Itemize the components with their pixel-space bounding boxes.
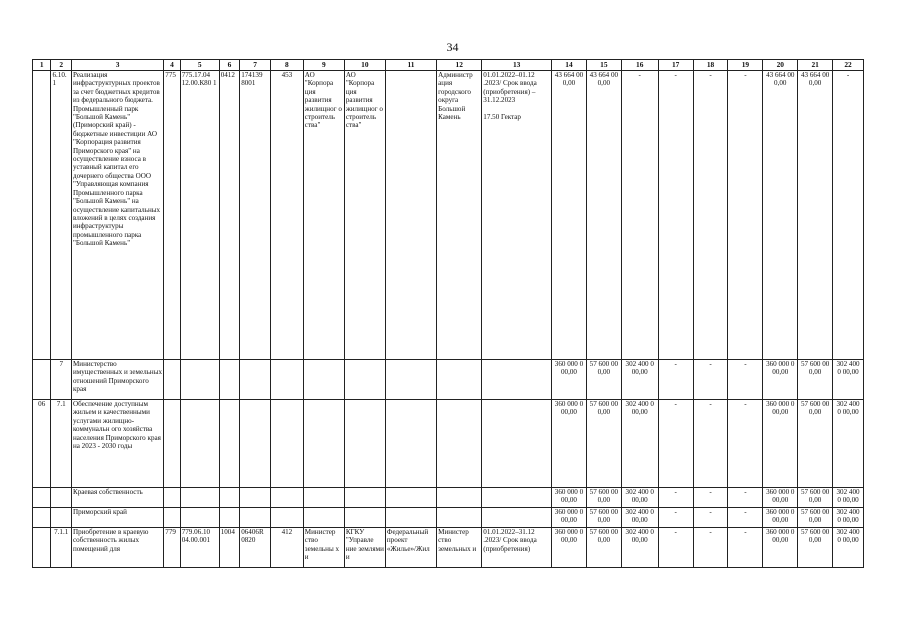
capacity-text: 17.50 Гектар bbox=[483, 112, 521, 121]
column-header: 12 bbox=[437, 60, 482, 71]
table-cell: 302 400 0 00,00 bbox=[833, 508, 864, 528]
table-row bbox=[33, 400, 864, 488]
table-cell: 7 bbox=[51, 360, 72, 400]
table-cell: 360 000 0 00,00 bbox=[552, 528, 587, 568]
table-cell: Министерство имущественных и земельных отношений Приморского края bbox=[71, 360, 163, 400]
table-cell: 06 bbox=[33, 400, 51, 488]
table-cell: 360 000 0 00,00 bbox=[552, 488, 587, 508]
table-cell bbox=[385, 360, 436, 400]
column-header: 9 bbox=[303, 60, 344, 71]
column-header: 11 bbox=[385, 60, 436, 71]
table-cell bbox=[482, 488, 552, 508]
table-cell bbox=[303, 488, 344, 508]
table-cell: 360 000 0 00,00 bbox=[552, 360, 587, 400]
table-cell: - bbox=[658, 528, 693, 568]
table-cell: 302 400 0 00,00 bbox=[833, 528, 864, 568]
table-cell: - bbox=[728, 360, 763, 400]
table-cell bbox=[270, 360, 303, 400]
table-cell bbox=[164, 488, 180, 508]
table-cell: АО "Корпора ция развития жилищног о строитель ства" bbox=[344, 71, 385, 360]
column-header: 8 bbox=[270, 60, 303, 71]
table-cell: 06406R 0820 bbox=[240, 528, 271, 568]
table-cell: - bbox=[658, 508, 693, 528]
table-row bbox=[33, 508, 864, 528]
table-cell bbox=[270, 488, 303, 508]
column-header: 22 bbox=[833, 60, 864, 71]
table-cell: Министер ство земельны х и bbox=[303, 528, 344, 568]
column-header: 16 bbox=[621, 60, 658, 71]
table-cell: 302 400 0 00,00 bbox=[833, 360, 864, 400]
table-cell: 174139 8001 bbox=[240, 71, 271, 360]
column-header: 4 bbox=[164, 60, 180, 71]
table-cell bbox=[482, 71, 552, 360]
column-header: 21 bbox=[798, 60, 833, 71]
table-cell: 360 000 0 00,00 bbox=[763, 528, 798, 568]
table-cell: 360 000 0 00,00 bbox=[763, 400, 798, 488]
table-cell bbox=[219, 360, 240, 400]
table-cell bbox=[240, 360, 271, 400]
table-cell: - bbox=[658, 488, 693, 508]
column-header: 10 bbox=[344, 60, 385, 71]
table-cell: - bbox=[693, 488, 728, 508]
table-cell bbox=[303, 360, 344, 400]
page-number: 34 bbox=[446, 40, 459, 54]
table-cell: Приморский край bbox=[71, 508, 163, 528]
table-cell bbox=[180, 508, 219, 528]
table-cell: КГКУ "Управле ние землями и bbox=[344, 528, 385, 568]
table-cell: 0412 bbox=[219, 71, 240, 360]
table-cell: Министер ство земельных и bbox=[437, 528, 482, 568]
table-cell: - bbox=[693, 71, 728, 360]
table-cell bbox=[385, 508, 436, 528]
column-header: 13 bbox=[482, 60, 552, 71]
table-cell: 360 000 0 00,00 bbox=[763, 488, 798, 508]
table-cell: 57 600 00 0,00 bbox=[586, 488, 621, 508]
table-cell bbox=[344, 400, 385, 488]
table-cell: 360 000 0 00,00 bbox=[763, 360, 798, 400]
table-cell: 302 400 0 00,00 bbox=[621, 528, 658, 568]
table-cell: АО "Корпора ция развития жилищног о строитель ства" bbox=[303, 71, 344, 360]
table-cell: Приобретение в краевую собственность жилых помещений для bbox=[71, 528, 163, 568]
table-cell bbox=[51, 488, 72, 508]
table-cell: 43 664 00 0,00 bbox=[552, 71, 587, 360]
table-cell: - bbox=[728, 528, 763, 568]
column-header: 18 bbox=[693, 60, 728, 71]
table-cell: - bbox=[658, 400, 693, 488]
table-cell: 43 664 00 0,00 bbox=[763, 71, 798, 360]
period-text: 01.01.2022–01.12 .2023/ Срок ввода (приобретения) – 31.12.2023 bbox=[483, 71, 537, 105]
table-cell bbox=[385, 71, 436, 360]
table-cell: Федеральный проект «Жилье»/Жил bbox=[385, 528, 436, 568]
table-cell: 43 664 00 0,00 bbox=[798, 71, 833, 360]
table-cell: 57 600 00 0,00 bbox=[586, 360, 621, 400]
table-cell: Краевая собственность bbox=[71, 488, 163, 508]
table-cell bbox=[33, 360, 51, 400]
table-cell bbox=[344, 488, 385, 508]
table-cell bbox=[270, 400, 303, 488]
column-header: 2 bbox=[51, 60, 72, 71]
table-cell: 57 600 00 0,00 bbox=[798, 528, 833, 568]
table-row bbox=[33, 528, 864, 568]
table-cell: 57 600 00 0,00 bbox=[798, 488, 833, 508]
table-cell bbox=[219, 508, 240, 528]
table-cell bbox=[437, 400, 482, 488]
table-cell bbox=[482, 508, 552, 528]
table-cell: - bbox=[833, 71, 864, 360]
table-row bbox=[33, 360, 864, 400]
column-header: 3 bbox=[71, 60, 163, 71]
table-cell: 7.1.1 bbox=[51, 528, 72, 568]
column-header: 14 bbox=[552, 60, 587, 71]
budget-table bbox=[32, 59, 864, 568]
column-number-header-row bbox=[33, 60, 864, 71]
column-header: 15 bbox=[586, 60, 621, 71]
table-cell: 779.06.10 04.00.001 bbox=[180, 528, 219, 568]
table-cell: Реализация инфраструктурных проектов за счет бюджетных кредитов из федерального бюджета. Промышленный парк "Большой Камень" (Приморский край) - бюджетные инвестиции АО "Корпорация развития Приморского края" на осуществление взноса в уставный капитал его дочернего общества ООО "Управляющая компания Промышленного парка "Большой Камень" на осуществление капитальных вложений в целях создания инфраструктуры промышленного парка "Большой Камень" bbox=[71, 71, 163, 360]
table-cell bbox=[180, 488, 219, 508]
table-cell: 302 400 0 00,00 bbox=[621, 400, 658, 488]
table-row bbox=[33, 71, 864, 360]
table-cell: 302 400 0 00,00 bbox=[621, 360, 658, 400]
table-cell: 775.17.04 12.00.К80 1 bbox=[180, 71, 219, 360]
table-cell: 453 bbox=[270, 71, 303, 360]
column-header: 20 bbox=[763, 60, 798, 71]
column-header: 5 bbox=[180, 60, 219, 71]
column-header: 1 bbox=[33, 60, 51, 71]
table-cell bbox=[219, 488, 240, 508]
table-cell: Администр ация городского округа Большой Камень bbox=[437, 71, 482, 360]
table-cell: 1004 bbox=[219, 528, 240, 568]
table-cell bbox=[344, 360, 385, 400]
table-cell: 57 600 00 0,00 bbox=[798, 400, 833, 488]
table-cell bbox=[385, 400, 436, 488]
table-cell: - bbox=[621, 71, 658, 360]
table-cell bbox=[33, 71, 51, 360]
table-cell: 302 400 0 00,00 bbox=[833, 488, 864, 508]
table-cell: 302 400 0 00,00 bbox=[621, 508, 658, 528]
table-cell: 57 600 00 0,00 bbox=[586, 528, 621, 568]
table-cell: 57 600 00 0,00 bbox=[798, 508, 833, 528]
table-cell bbox=[482, 400, 552, 488]
table-cell bbox=[51, 508, 72, 528]
column-header: 7 bbox=[240, 60, 271, 71]
table-cell bbox=[180, 400, 219, 488]
table-cell: - bbox=[693, 528, 728, 568]
table-cell: 57 600 00 0,00 bbox=[798, 360, 833, 400]
table-cell bbox=[219, 400, 240, 488]
table-cell: - bbox=[728, 400, 763, 488]
table-cell: - bbox=[728, 508, 763, 528]
table-cell: - bbox=[728, 488, 763, 508]
table-cell bbox=[482, 360, 552, 400]
table-cell: - bbox=[728, 71, 763, 360]
table-cell bbox=[240, 508, 271, 528]
table-cell: - bbox=[658, 71, 693, 360]
table-cell: 01.01.2022–31.12 .2023/ Срок ввода (приобретения) bbox=[482, 528, 552, 568]
table-cell bbox=[437, 508, 482, 528]
table-cell: 360 000 0 00,00 bbox=[552, 508, 587, 528]
table-cell: 57 600 00 0,00 bbox=[586, 400, 621, 488]
table-cell: 302 400 0 00,00 bbox=[833, 400, 864, 488]
table-cell: - bbox=[658, 360, 693, 400]
table-cell bbox=[437, 360, 482, 400]
table-cell bbox=[33, 528, 51, 568]
table-cell bbox=[164, 508, 180, 528]
table-cell: 360 000 0 00,00 bbox=[552, 400, 587, 488]
table-cell: - bbox=[693, 508, 728, 528]
table-cell bbox=[240, 400, 271, 488]
column-header: 17 bbox=[658, 60, 693, 71]
table-cell: 7.1 bbox=[51, 400, 72, 488]
table-row bbox=[33, 488, 864, 508]
table-cell: - bbox=[693, 360, 728, 400]
table-cell: 57 600 00 0,00 bbox=[586, 508, 621, 528]
column-header: 19 bbox=[728, 60, 763, 71]
table-cell: Обеспечение доступным жильем и качественными услугами жилищно-коммунальн ого хозяйства населения Приморского края на 2023 - 2030 годы bbox=[71, 400, 163, 488]
table-cell bbox=[437, 488, 482, 508]
table-cell: 360 000 0 00,00 bbox=[763, 508, 798, 528]
table-cell bbox=[180, 360, 219, 400]
table-cell: 302 400 0 00,00 bbox=[621, 488, 658, 508]
table-cell bbox=[270, 508, 303, 528]
table-cell bbox=[385, 488, 436, 508]
table-cell bbox=[164, 400, 180, 488]
table-cell bbox=[303, 400, 344, 488]
column-header: 6 bbox=[219, 60, 240, 71]
table-cell: 6.10.1 bbox=[51, 71, 72, 360]
table-cell: 412 bbox=[270, 528, 303, 568]
table-cell: 775 bbox=[164, 71, 180, 360]
table-cell bbox=[33, 488, 51, 508]
table-cell bbox=[344, 508, 385, 528]
table-cell: - bbox=[693, 400, 728, 488]
table-cell: 779 bbox=[164, 528, 180, 568]
table-cell bbox=[240, 488, 271, 508]
table-cell bbox=[303, 508, 344, 528]
table-cell: 43 664 00 0,00 bbox=[586, 71, 621, 360]
table-cell bbox=[164, 360, 180, 400]
table-cell bbox=[33, 508, 51, 528]
